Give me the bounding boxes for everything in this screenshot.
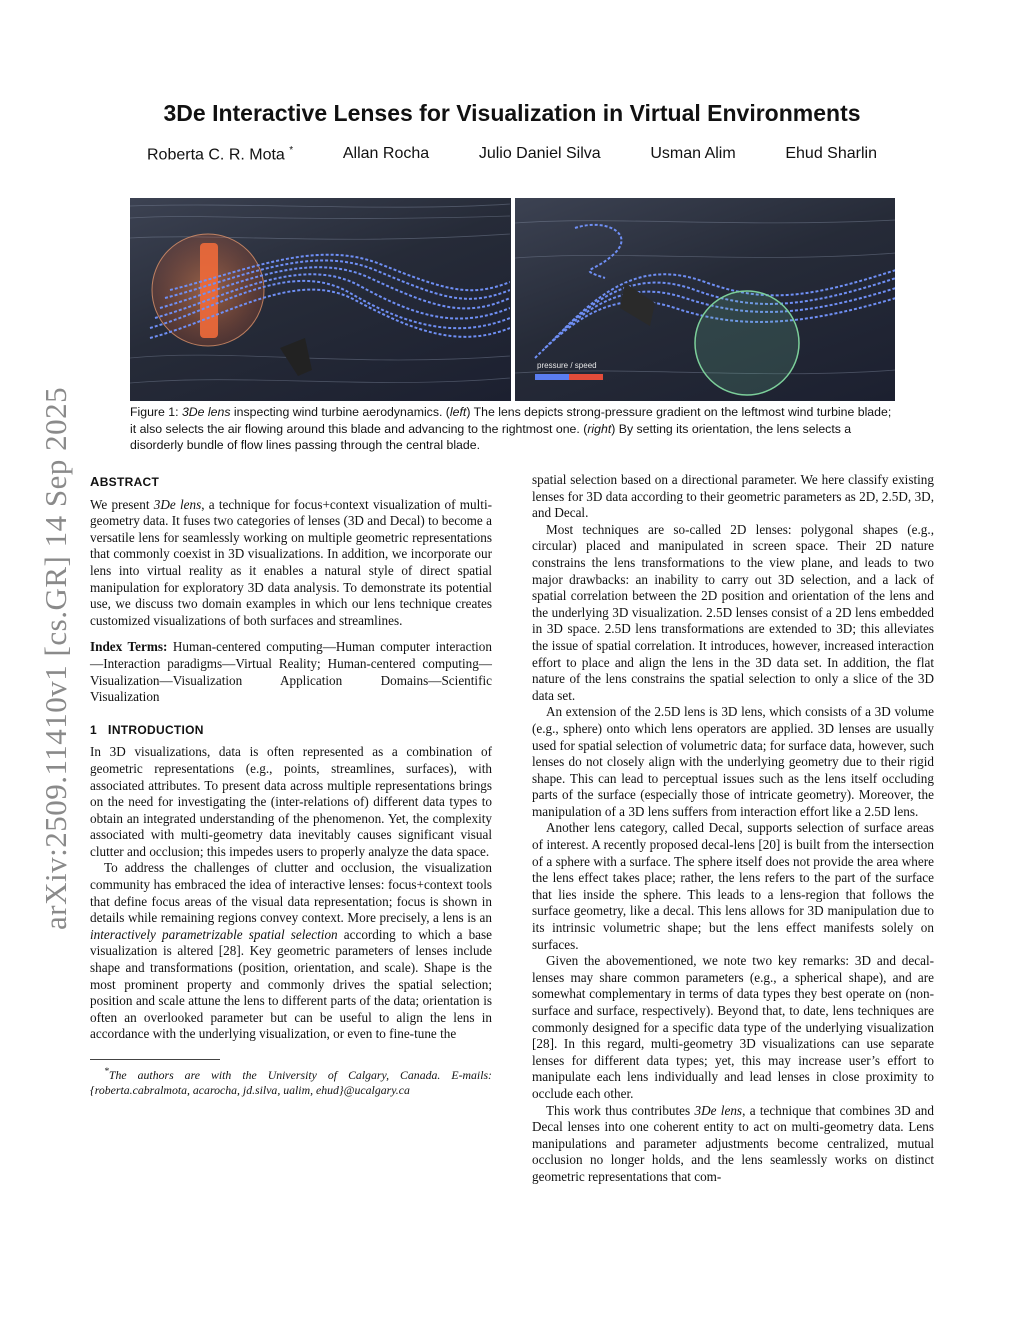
footnote-divider (90, 1059, 220, 1060)
paper-title: 3De Interactive Lenses for Visualization in Virtual Environments (163, 100, 861, 126)
intro-paragraph: To address the challenges of clutter and occlusion, the visualization community has embraced the idea of interactive lenses: focus+context tools that define focus areas of the visual data representation; focus is shown in details while remaining regions convey context. More precisely, a lens is an interactively parametrizable spatial selection according to which a base visualization is altered [28]. Key geometric parameters of lenses include shape and transformations (position, orientation, and scale). Shape is the most prominent property and commonly drives the spatial selection; position and scale attune the lens to different parts of the data; orientation is often an overlooked parameter but can be useful to align the lens in accordance with the underlying visualization, or even to fine-tune the (90, 860, 492, 1042)
left-flow-illustration (130, 198, 510, 401)
figure-left-panel (130, 198, 511, 401)
right-flow-illustration (515, 198, 896, 401)
left-column (90, 474, 492, 1098)
arxiv-stamp: arXiv:2509.11410v1 [cs.GR] 14 Sep 2025 (38, 386, 73, 930)
intro-paragraph: In 3D visualizations, data is often represented as a combination of geometric representations (e.g., points, streamlines, surfaces), with associated attributes. To present data across multiple representations brings on the need for investigating the (inter-relations of) different data types to obtain an integrated understanding of the phenomenon. Yet, the complexity associated with multi-geometry data inevitably causes significant visual clutter and occlusion; this impedes users to properly analyze the data space. (90, 744, 492, 859)
body-paragraph: Another lens category, called Decal, supports selection of surface areas of interest. A recently proposed decal-lens [20] is built from the intersection of a sphere with a surface. The sphere itself does not provide the area where the lens effect takes place; rather, the lens refers to the part of the surface that lies inside the sphere. This leads to a lens-region that follows the surface geometry, like a decal. This lens allows for 3D manipulation due to its intrinsic volumetric shape; but the lens effect manifests solely on surfaces. (532, 820, 934, 952)
color-legend-label: pressure / speed (536, 361, 597, 370)
vr-controller (620, 283, 655, 326)
author: Usman Alim (650, 145, 736, 162)
index-terms: Index Terms: Human-centered computing—Human computer interaction—Interaction paradigms—Virtual Reality; Human-centered computing—Visualization—Visualization Application Domains—Scientific Visualization (90, 639, 492, 705)
body-paragraph: This work thus contributes 3De lens, a technique that combines 3D and Decal lenses into one coherent entity to act on multi-geometry data. Lens manipulations and parameter adjustments become centralized, mutual occlusion no longer holds, and the lens seamlessly works on distinct geometric representations that com- (532, 1102, 934, 1184)
figure-right-panel (515, 198, 896, 401)
body-paragraph: Given the abovementioned, we note two key remarks: 3D and decal-lenses may share common parameters (e.g., a spherical shape), and are somewhat complementary in terms of data types they best operate on (non-surface and surface, respectively). Beyond that, to date, lens techniques are commonly designed for a specific data type of the underlying visualization [28]. In this regard, multi-geometry 3D visualizations can use separate lenses for different data types; yet, this may increase user’s effort to manipulate each lens individually and lead lenses in close proximity to occlude each other. (532, 953, 934, 1101)
color-legend-low (535, 374, 569, 380)
teaser-figure (130, 198, 895, 401)
body-paragraph: spatial selection based on a directional parameter. We here classify existing lenses for 3D data according to their geometric parameters as 2D, 2.5D, 3D, and Decal. (532, 472, 934, 521)
right-column (532, 472, 934, 1186)
figure-caption: Figure 1: 3De lens inspecting wind turbine aerodynamics. (left) The lens depicts strong-pressure gradient on the leftmost wind turbine blade; it also selects the air flowing around this blade and advancing to the rightmost one. (right) By setting its orientation, the lens selects a disorderly bundle of flow lines passing through the central blade. (130, 405, 892, 452)
lens-sphere-green (695, 291, 799, 395)
abstract-heading: ABSTRACT (90, 474, 160, 489)
footnote: *The authors are with the University of Calgary, Canada. E-mails: {roberta.cabralmota, acarocha, jd.silva, ualim, ehud}@ucalgary.ca (90, 1066, 492, 1097)
author-list (147, 145, 877, 164)
author: Roberta C. R. Mota * (147, 145, 294, 164)
color-legend-high (569, 374, 603, 380)
author: Julio Daniel Silva (478, 145, 601, 162)
body-paragraph: An extension of the 2.5D lens is 3D lens, which consists of a 3D volume (e.g., sphere) onto which lens operators are applied. 3D lenses are usually used for spatial selection of volumetric data; for surface data, however, such lenses do not closely align with the underlying geometry due to their rigid shape. This can lead to perceptual issues such as the lens itself occluding parts of the surface (especially those of intricate geometry). Moreover, the manipulation of a 3D lens suffers from interaction effort like a 2.5D lens. (532, 704, 934, 819)
body-paragraph: Most techniques are so-called 2D lenses: polygonal shapes (e.g., circular) placed and manipulated in screen space. Their 2D nature constrains the lens transformations to the view plane, and leads to two major drawbacks: an inability to carry out 3D selection, and a lack of spatial correlation between the 2D position and orientation of the lens and the underlying 3D visualization. 2.5D lenses consist of a 2D lens embedded in 3D space. 2.5D lens transformations are extended to 3D; this alleviates the issue of spatial correlation. It introduces, however, increased interaction effort to place and align the lens in the 3D data set. In addition, the flat nature of the lens constrains the spatial selection to only a slice of the 3D data set. (532, 521, 934, 703)
author: Ehud Sharlin (785, 145, 877, 162)
author: Allan Rocha (342, 145, 430, 162)
abstract-text: We present 3De lens, a technique for focus+context visualization of multi-geometry data. It fuses two categories of lenses (3D and Decal) to become a versatile lens for seamlessly working on multiple geometric representations that commonly coexist in 3D visualizations. In addition, we incorporate our lens into virtual reality as it enables a natural style of direct spatial manipulation for exploratory 3D data analysis. To demonstrate its potential use, we discuss two domain examples in which our lens technique creates customized visualizations of both surfaces and streamlines. (90, 496, 492, 628)
intro-heading: 1 INTRODUCTION (90, 721, 204, 737)
